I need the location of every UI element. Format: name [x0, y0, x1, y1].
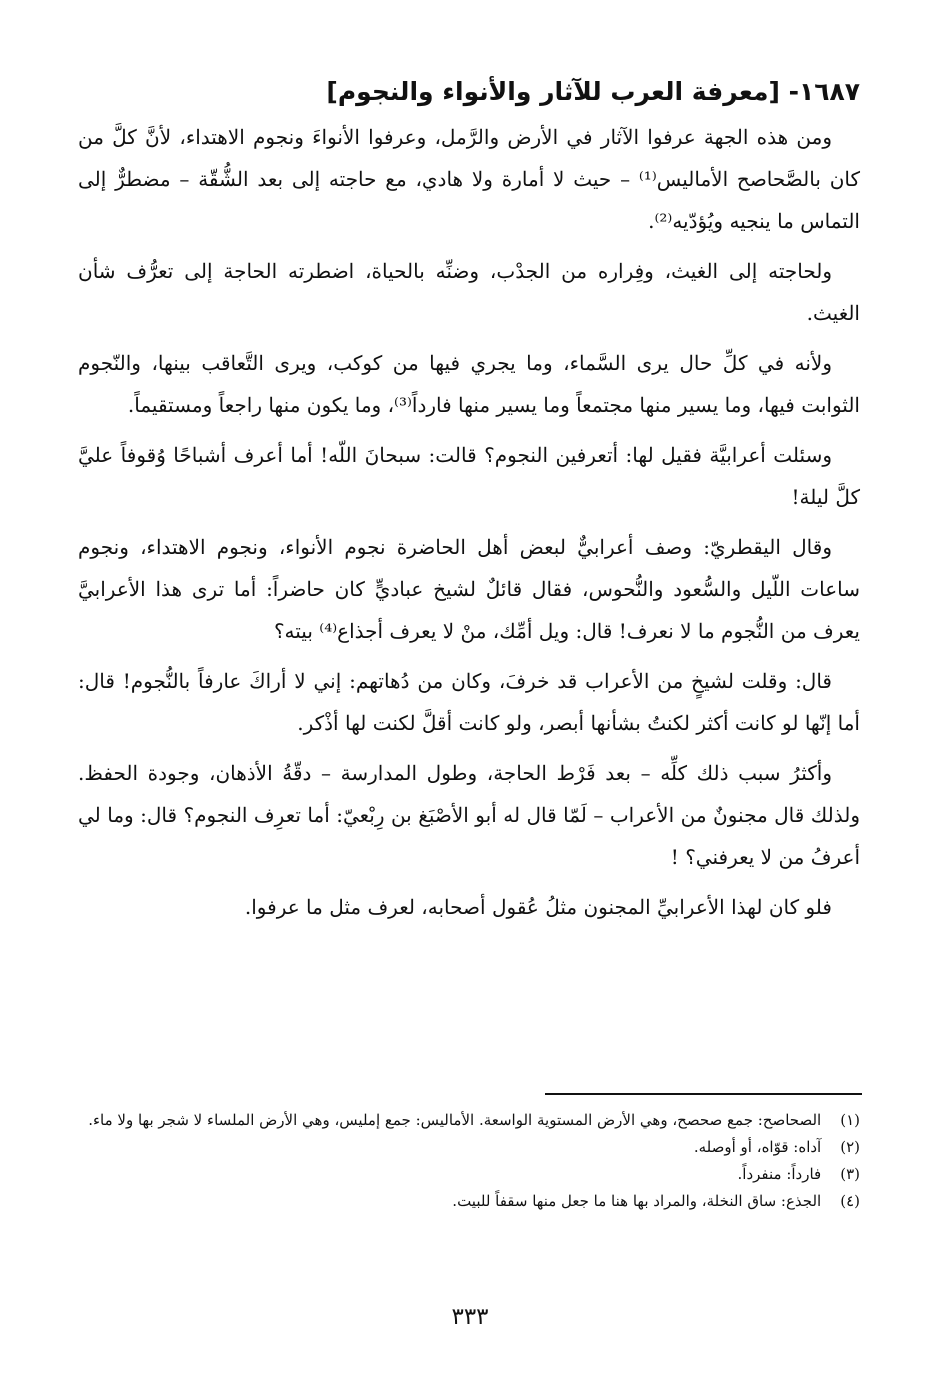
- footnote-text: الصحاصح: جمع صحصح، وهي الأرض المستوية الواسعة. الأماليس: جمع إمليس، وهي الأرض الملساء لا شجر بها ولا ماء.: [88, 1111, 822, 1129]
- footnote-number: (١): [840, 1111, 860, 1129]
- footnote-separator: [545, 1093, 862, 1095]
- footnote: [78, 1134, 860, 1161]
- footnotes: [78, 1107, 860, 1215]
- footnote-number: (٢): [840, 1138, 860, 1156]
- paragraph: ومن هذه الجهة عرفوا الآثار في الأرض والرَّمل، وعرفوا الأنواءَ ونجوم الاهتداء، لأنَّ كلَّ من كان بالصَّحاصح الأماليس⁽¹⁾ – حيث لا أمارة ولا هادي، مع حاجته إلى بعد الشُّقّة – مضطرٌّ إلى التماس ما ينجيه ويُؤدّيه⁽²⁾.: [78, 125, 860, 233]
- paragraph: وأكثرُ سبب ذلك كلِّه – بعد فَرْط الحاجة، وطول المدارسة – دقّةُ الأذهان، وجودة الحفظ. ولذلك قال مجنونٌ من الأعراب – لَمّا قال له أبو الأصْبَغ بن رِبْعيّ: أما تعرِف النجوم؟ قال: وما لي أعرفُ من لا يعرفني؟ !: [78, 761, 860, 869]
- paragraph: وقال اليقطريّ: وصف أعرابيٌّ لبعض أهل الحاضرة نجوم الأنواء، ونجوم الاهتداء، ونجوم ساعات اللّيل والسُّعود والنُّحوس، فقال قائلٌ لشيخ عباديٍّ كان حاضراً: أما ترى هذا الأعرابيَّ يعرف من النُّجوم ما لا نعرف! قال: ويل أمِّك، منْ لا يعرف أجذاع⁽⁴⁾ بيته؟: [78, 535, 860, 643]
- paragraph: قال: وقلت لشيخٍ من الأعراب قد خرفَ، وكان من دُهاتهم: إني لا أراكَ عارفاً بالنُّجوم! قال: أما إنّها لو كانت أكثر لكنتُ بشأنها أبصر، ولو كانت أقلَّ لكنت لها أذْكر.: [78, 669, 860, 735]
- footnote: [78, 1107, 860, 1134]
- paragraph: ولحاجته إلى الغيث، وفِراره من الجدْب، وضنِّه بالحياة، اضطرته الحاجة إلى تعرُّف شأن الغيث.: [78, 259, 860, 325]
- footnote: [78, 1161, 860, 1188]
- footnote: [78, 1188, 860, 1215]
- page-number: ٣٣٣: [451, 1304, 489, 1330]
- section-heading: ١٦٨٧- [معرفة العرب للآثار والأنواء والنجوم]: [326, 77, 860, 106]
- paragraph: وسئلت أعرابيَّة فقيل لها: أتعرفين النجوم؟ قالت: سبحانَ اللّه! أما أعرف أشباحًا وُقوفاً عليَّ كلَّ ليلة!: [78, 443, 860, 509]
- paragraph: فلو كان لهذا الأعرابيِّ المجنون مثلُ عُقول أصحابه، لعرف مثل ما عرفوا.: [244, 895, 832, 919]
- footnote-text: فارداً: منفرداً.: [737, 1165, 822, 1183]
- footnote-number: (٤): [840, 1192, 860, 1210]
- body-text: [78, 116, 860, 928]
- footnote-text: آداه: قوّاه، أو أوصله.: [693, 1138, 822, 1156]
- footnote-number: (٣): [840, 1165, 860, 1183]
- footnote-text: الجذع: ساق النخلة، والمراد بها هنا ما جعل منها سقفاً للبيت.: [452, 1192, 822, 1210]
- paragraph: ولأنه في كلِّ حال يرى السَّماء، وما يجري فيها من كوكب، ويرى التَّعاقب بينها، والنّجوم الثوابت فيها، وما يسير منها مجتمعاً وما يسير منها فارداً⁽³⁾، وما يكون منها راجعاً ومستقيماً.: [78, 351, 860, 417]
